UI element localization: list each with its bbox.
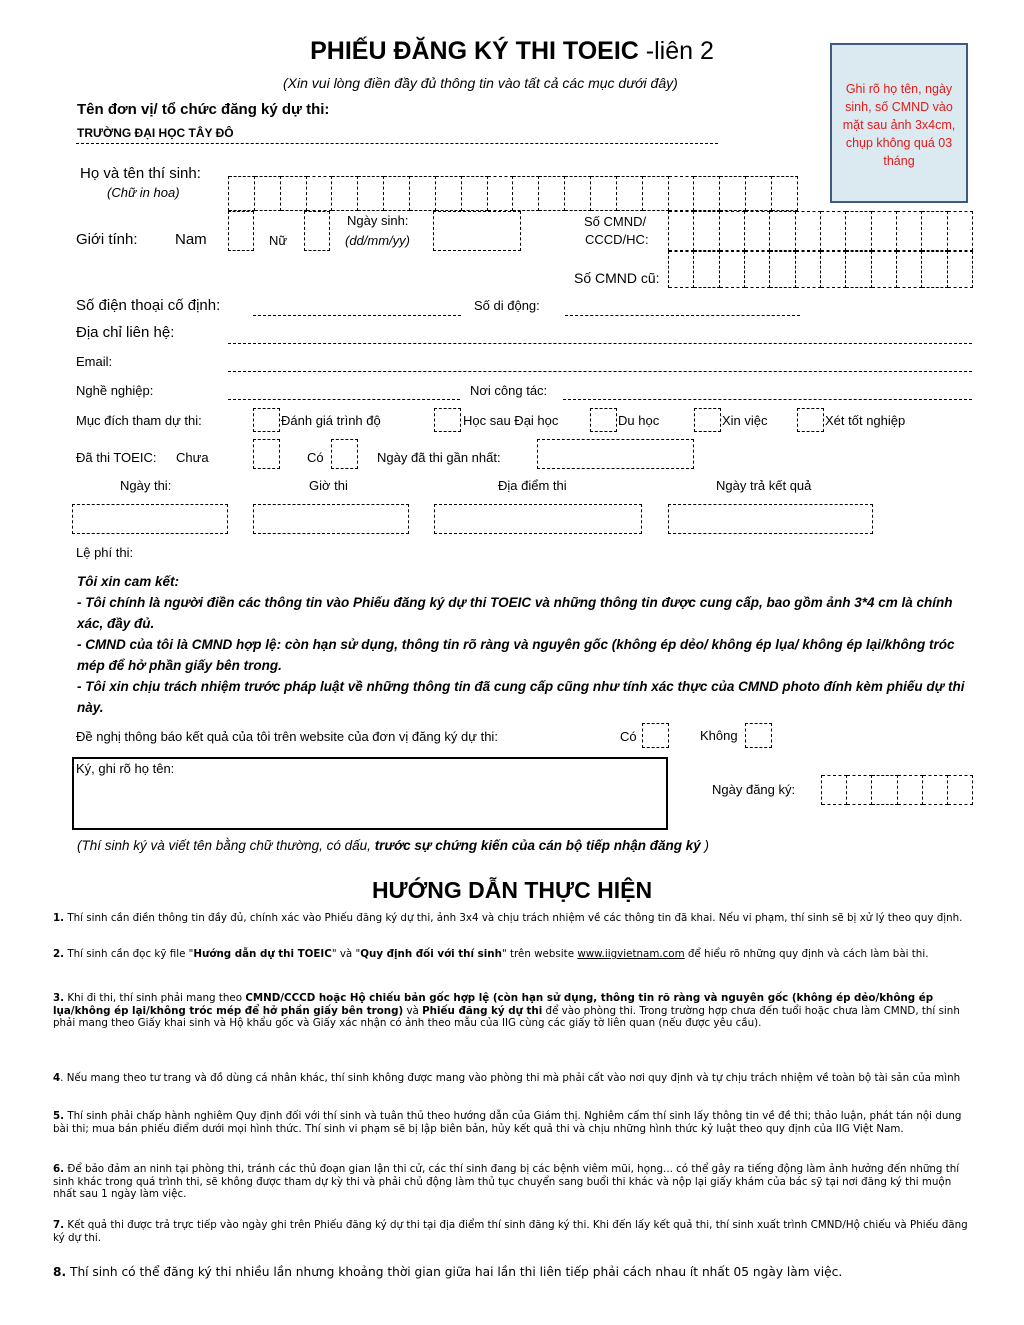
grid-cell[interactable] — [358, 176, 384, 211]
grid-cell[interactable] — [643, 176, 669, 211]
mobile-label: Số di động: — [474, 298, 540, 313]
grid-cell[interactable] — [822, 775, 847, 805]
dob-input[interactable] — [433, 211, 521, 251]
workplace-input[interactable] — [563, 399, 972, 400]
grid-cell[interactable] — [513, 176, 539, 211]
taken-no-checkbox[interactable] — [253, 439, 280, 469]
grid-cell[interactable] — [897, 251, 922, 288]
job-label: Nghề nghiệp: — [76, 383, 154, 398]
result-date-input[interactable] — [668, 504, 873, 534]
fee-label: Lệ phí thi: — [76, 545, 134, 560]
grid-cell[interactable] — [948, 211, 973, 251]
taken-no-label: Chưa — [176, 450, 209, 465]
address-label: Địa chỉ liên hệ: — [76, 324, 175, 341]
grid-cell[interactable] — [846, 211, 871, 251]
grid-cell[interactable] — [669, 211, 694, 251]
job-input[interactable] — [228, 399, 460, 400]
id-number-grid[interactable] — [668, 211, 973, 251]
grid-cell[interactable] — [872, 251, 897, 288]
purpose-checkbox-graduation[interactable] — [797, 408, 824, 432]
grid-cell[interactable] — [307, 176, 333, 211]
id-label-2: CCCD/HC: — [585, 232, 649, 247]
iig-website-link[interactable]: www.iigvietnam.com — [577, 948, 685, 960]
gender-label: Giới tính: — [76, 231, 138, 248]
grid-cell[interactable] — [821, 251, 846, 288]
org-line — [76, 143, 718, 144]
purpose-checkbox-study-abroad[interactable] — [590, 408, 617, 432]
grid-cell[interactable] — [281, 176, 307, 211]
exam-date-input[interactable] — [72, 504, 228, 534]
purpose-label: Mục đích tham dự thi: — [76, 413, 202, 428]
signature-label: Ký, ghi rõ họ tên: — [76, 761, 175, 776]
purpose-checkbox-postgrad[interactable] — [434, 408, 461, 432]
exam-location-input[interactable] — [434, 504, 642, 534]
last-date-input[interactable] — [537, 439, 694, 469]
signature-note-text: (Thí sinh ký và viết tên bằng chữ thường, có dấu, — [77, 838, 375, 853]
exam-time-label: Giờ thi — [309, 478, 348, 493]
last-date-label: Ngày đã thi gần nhất: — [377, 450, 501, 465]
grid-cell[interactable] — [488, 176, 514, 211]
grid-cell[interactable] — [922, 211, 947, 251]
purpose-option-graduation: Xét tốt nghiệp — [825, 413, 906, 428]
grid-cell[interactable] — [922, 251, 947, 288]
instruction-8: 8. Thí sinh có thể đăng ký thi nhiều lần nhưng khoảng thời gian giữa hai lần thi liên tiếp phải cách nhau ít nhất 05 ngày làm việc. — [53, 1265, 843, 1279]
exam-date-label: Ngày thi: — [120, 478, 172, 493]
grid-cell[interactable] — [821, 211, 846, 251]
grid-cell[interactable] — [436, 176, 462, 211]
grid-cell[interactable] — [617, 176, 643, 211]
grid-cell[interactable] — [255, 176, 281, 211]
taken-yes-label: Có — [307, 450, 324, 465]
grid-cell[interactable] — [332, 176, 358, 211]
instruction-6: 6. Để bảo đảm an ninh tại phòng thi, tránh các thủ đoạn gian lận thi cử, các thí sinh đang bị các bệnh viêm mũi, họng... có thể gây ra tiếng động làm ảnh hưởng đến những thí sinh khác trong quá trình thi, sẽ không được tham dự kỳ thi và phải chủ động làm thủ tục chuyển sang buổi thi khác và nộp lại giấy khám của bác sỹ tại nơi đăng ký thi muộn nhất sau 1 ngày làm việc. — [53, 1163, 960, 1201]
grid-cell[interactable] — [669, 176, 695, 211]
pledge-item-1: - Tôi chính là người điền các thông tin vào Phiếu đăng ký dự thi TOEIC và những thông tin được cung cấp, bao gồm ảnh 3*4 cm là chính xác, đầy đủ. — [77, 595, 953, 631]
reg-date-grid[interactable] — [821, 775, 973, 805]
grid-cell[interactable] — [229, 176, 255, 211]
email-input[interactable] — [228, 371, 972, 372]
grid-cell[interactable] — [745, 251, 770, 288]
grid-cell[interactable] — [720, 211, 745, 251]
notify-yes-checkbox[interactable] — [642, 723, 669, 748]
purpose-option-postgrad: Học sau Đại học — [463, 413, 559, 428]
grid-cell[interactable] — [772, 176, 798, 211]
grid-cell[interactable] — [720, 251, 745, 288]
photo-placeholder — [830, 43, 968, 203]
grid-cell[interactable] — [591, 176, 617, 211]
exam-location-label: Địa điểm thi — [498, 478, 567, 493]
notify-label: Đề nghị thông báo kết quả của tôi trên website của đơn vị đăng ký dự thi: — [76, 729, 498, 744]
purpose-option-job: Xin việc — [722, 413, 768, 428]
grid-cell[interactable] — [847, 775, 872, 805]
name-input-grid[interactable] — [228, 176, 798, 211]
grid-cell[interactable] — [694, 176, 720, 211]
mobile-input[interactable] — [565, 315, 800, 316]
grid-cell[interactable] — [796, 211, 821, 251]
male-checkbox[interactable] — [228, 211, 254, 251]
exam-time-input[interactable] — [253, 504, 409, 534]
grid-cell[interactable] — [897, 211, 922, 251]
grid-cell[interactable] — [948, 775, 973, 805]
grid-cell[interactable] — [694, 251, 719, 288]
grid-cell[interactable] — [462, 176, 488, 211]
grid-cell[interactable] — [846, 251, 871, 288]
instruction-4: 4. Nếu mang theo tư trang và đồ dùng cá nhân khác, thí sinh không được mang vào phòng thi mà phải cất vào nơi quy định và tự chịu trách nhiệm về toàn bộ tài sản của mình — [53, 1072, 961, 1084]
instruction-2: 2. Thí sinh cần đọc kỹ file "Hướng dẫn dự thi TOEIC" và "Quy định đối với thí sinh" trên website www.iigvietnam.com để hiểu rõ những quy định và cách làm bài thi. — [53, 948, 929, 960]
grid-cell[interactable] — [720, 176, 746, 211]
grid-cell[interactable] — [948, 251, 973, 288]
instructions-heading: HƯỚNG DẪN THỰC HIỆN — [371, 877, 653, 903]
grid-cell[interactable] — [539, 176, 565, 211]
landline-input[interactable] — [253, 315, 461, 316]
grid-cell[interactable] — [796, 251, 821, 288]
instruction-3: 3. Khi đi thi, thí sinh phải mang theo CMND/CCCD hoặc Hộ chiếu bản gốc hợp lệ (còn hạn sử dụng, thông tin rõ ràng và nguyên gốc (không ép dẻo/không ép lụa/không ép lại/không tróc mép để hở phần giấy bên trong) và Phiếu đăng ký dự thi để vào phòng thi. Trong trường hợp chưa đến tuổi hoặc chưa làm CMND, thí sinh phải mang theo Giấy khai sinh và Hộ khẩu gốc và Giấy xác nhận có ảnh theo mẫu của IIG cùng các giấy tờ liên quan (nếu được yêu cầu). — [53, 992, 960, 1030]
grid-cell[interactable] — [694, 211, 719, 251]
grid-cell[interactable] — [669, 251, 694, 288]
pledge-item-2: - CMND của tôi là CMND hợp lệ: còn hạn sử dụng, thông tin rõ ràng và nguyên gốc (không ép dẻo/ không ép lụa/ không ép lại/không tróc mép để hở phần giấy bên trong. — [77, 637, 955, 673]
reg-date-label: Ngày đăng ký: — [712, 782, 796, 797]
instruction-5: 5. Thí sinh phải chấp hành nghiêm Quy định đối với thí sinh và tuân thủ theo hướng dẫn của Giám thị. Nghiêm cấm thí sinh lấy thông tin về đề thi; thảo luận, phát tán nội dung bài thi; mua bán phiếu điểm dưới mọi hình thức. Thí sinh vi phạm sẽ bị lập biên bản, hủy kết quả thi và chịu những hình thức kỷ luật theo quy định của IIG Việt Nam. — [53, 1110, 962, 1135]
form-subtitle: (Xin vui lòng điền đầy đủ thông tin vào tất cả các mục dưới đây) — [283, 75, 678, 91]
old-id-label: Số CMND cũ: — [574, 270, 660, 286]
grid-cell[interactable] — [872, 211, 897, 251]
grid-cell[interactable] — [770, 251, 795, 288]
female-checkbox[interactable] — [304, 211, 330, 251]
instruction-7: 7. Kết quả thi được trả trực tiếp vào ngày ghi trên Phiếu đăng ký dự thi tại địa điểm thí sinh đăng ký thi. Khi đến lấy kết quả thi, thí sinh xuất trình CMND/Hộ chiếu và Phiếu đăng ký dự thi. — [53, 1219, 968, 1244]
notify-yes-label: Có — [620, 729, 637, 744]
purpose-checkbox-assessment[interactable] — [253, 408, 280, 432]
form-copy-label: -liên 2 — [645, 37, 714, 65]
grid-cell[interactable] — [770, 211, 795, 251]
pledge-item-3: - Tôi xin chịu trách nhiệm trước pháp luật về những thông tin đã cung cấp cũng như tính xác thực của CMND photo đính kèm phiếu dự thi này. — [77, 679, 965, 715]
grid-cell[interactable] — [565, 176, 591, 211]
dob-label: Ngày sinh: — [347, 213, 409, 228]
purpose-option-assessment: Đánh giá trình độ — [281, 413, 381, 428]
org-value: TRƯỜNG ĐẠI HỌC TÂY ĐÔ — [77, 126, 234, 140]
form-title: PHIẾU ĐĂNG KÝ THI TOEIC — [310, 37, 639, 65]
grid-cell[interactable] — [923, 775, 948, 805]
notify-no-label: Không — [700, 728, 738, 743]
grid-cell[interactable] — [872, 775, 897, 805]
notify-no-checkbox[interactable] — [745, 723, 772, 748]
female-label: Nữ — [269, 233, 288, 248]
signature-note-end: ) — [700, 838, 709, 853]
result-date-label: Ngày trả kết quả — [716, 478, 812, 493]
grid-cell[interactable] — [410, 176, 436, 211]
name-label: Họ và tên thí sinh: — [80, 165, 201, 182]
signature-note — [77, 838, 709, 854]
email-label: Email: — [76, 354, 113, 369]
name-hint: (Chữ in hoa) — [107, 185, 180, 200]
dob-hint: (dd/mm/yy) — [345, 233, 410, 248]
purpose-checkbox-job[interactable] — [694, 408, 721, 432]
grid-cell[interactable] — [898, 775, 923, 805]
pledge-heading: Tôi xin cam kết: — [77, 574, 180, 589]
id-label-1: Số CMND/ — [584, 214, 647, 229]
instruction-1: 1. Thí sinh cần điền thông tin đầy đủ, chính xác vào Phiếu đăng ký dự thi, ảnh 3x4 và chịu trách nhiệm về các thông tin đã khai. Nếu vi phạm, thí sinh sẽ bị xử lý theo quy định. — [53, 912, 963, 924]
purpose-option-study-abroad: Du học — [618, 413, 660, 428]
signature-note-bold: trước sự chứng kiến của cán bộ tiếp nhận đăng ký — [374, 838, 701, 853]
landline-label: Số điện thoại cố định: — [76, 297, 221, 314]
old-id-grid[interactable] — [668, 251, 973, 288]
address-input[interactable] — [228, 343, 972, 344]
taken-label: Đã thi TOEIC: — [76, 450, 157, 465]
grid-cell[interactable] — [384, 176, 410, 211]
grid-cell[interactable] — [746, 176, 772, 211]
org-label: Tên đơn vị/ tổ chức đăng ký dự thi: — [77, 101, 330, 118]
male-label: Nam — [175, 231, 207, 248]
grid-cell[interactable] — [745, 211, 770, 251]
photo-instruction: Ghi rõ họ tên, ngày sinh, số CMND vào mặt sau ảnh 3x4cm, chụp không quá 03 tháng — [842, 82, 956, 168]
workplace-label: Nơi công tác: — [470, 383, 548, 398]
taken-yes-checkbox[interactable] — [331, 439, 358, 469]
